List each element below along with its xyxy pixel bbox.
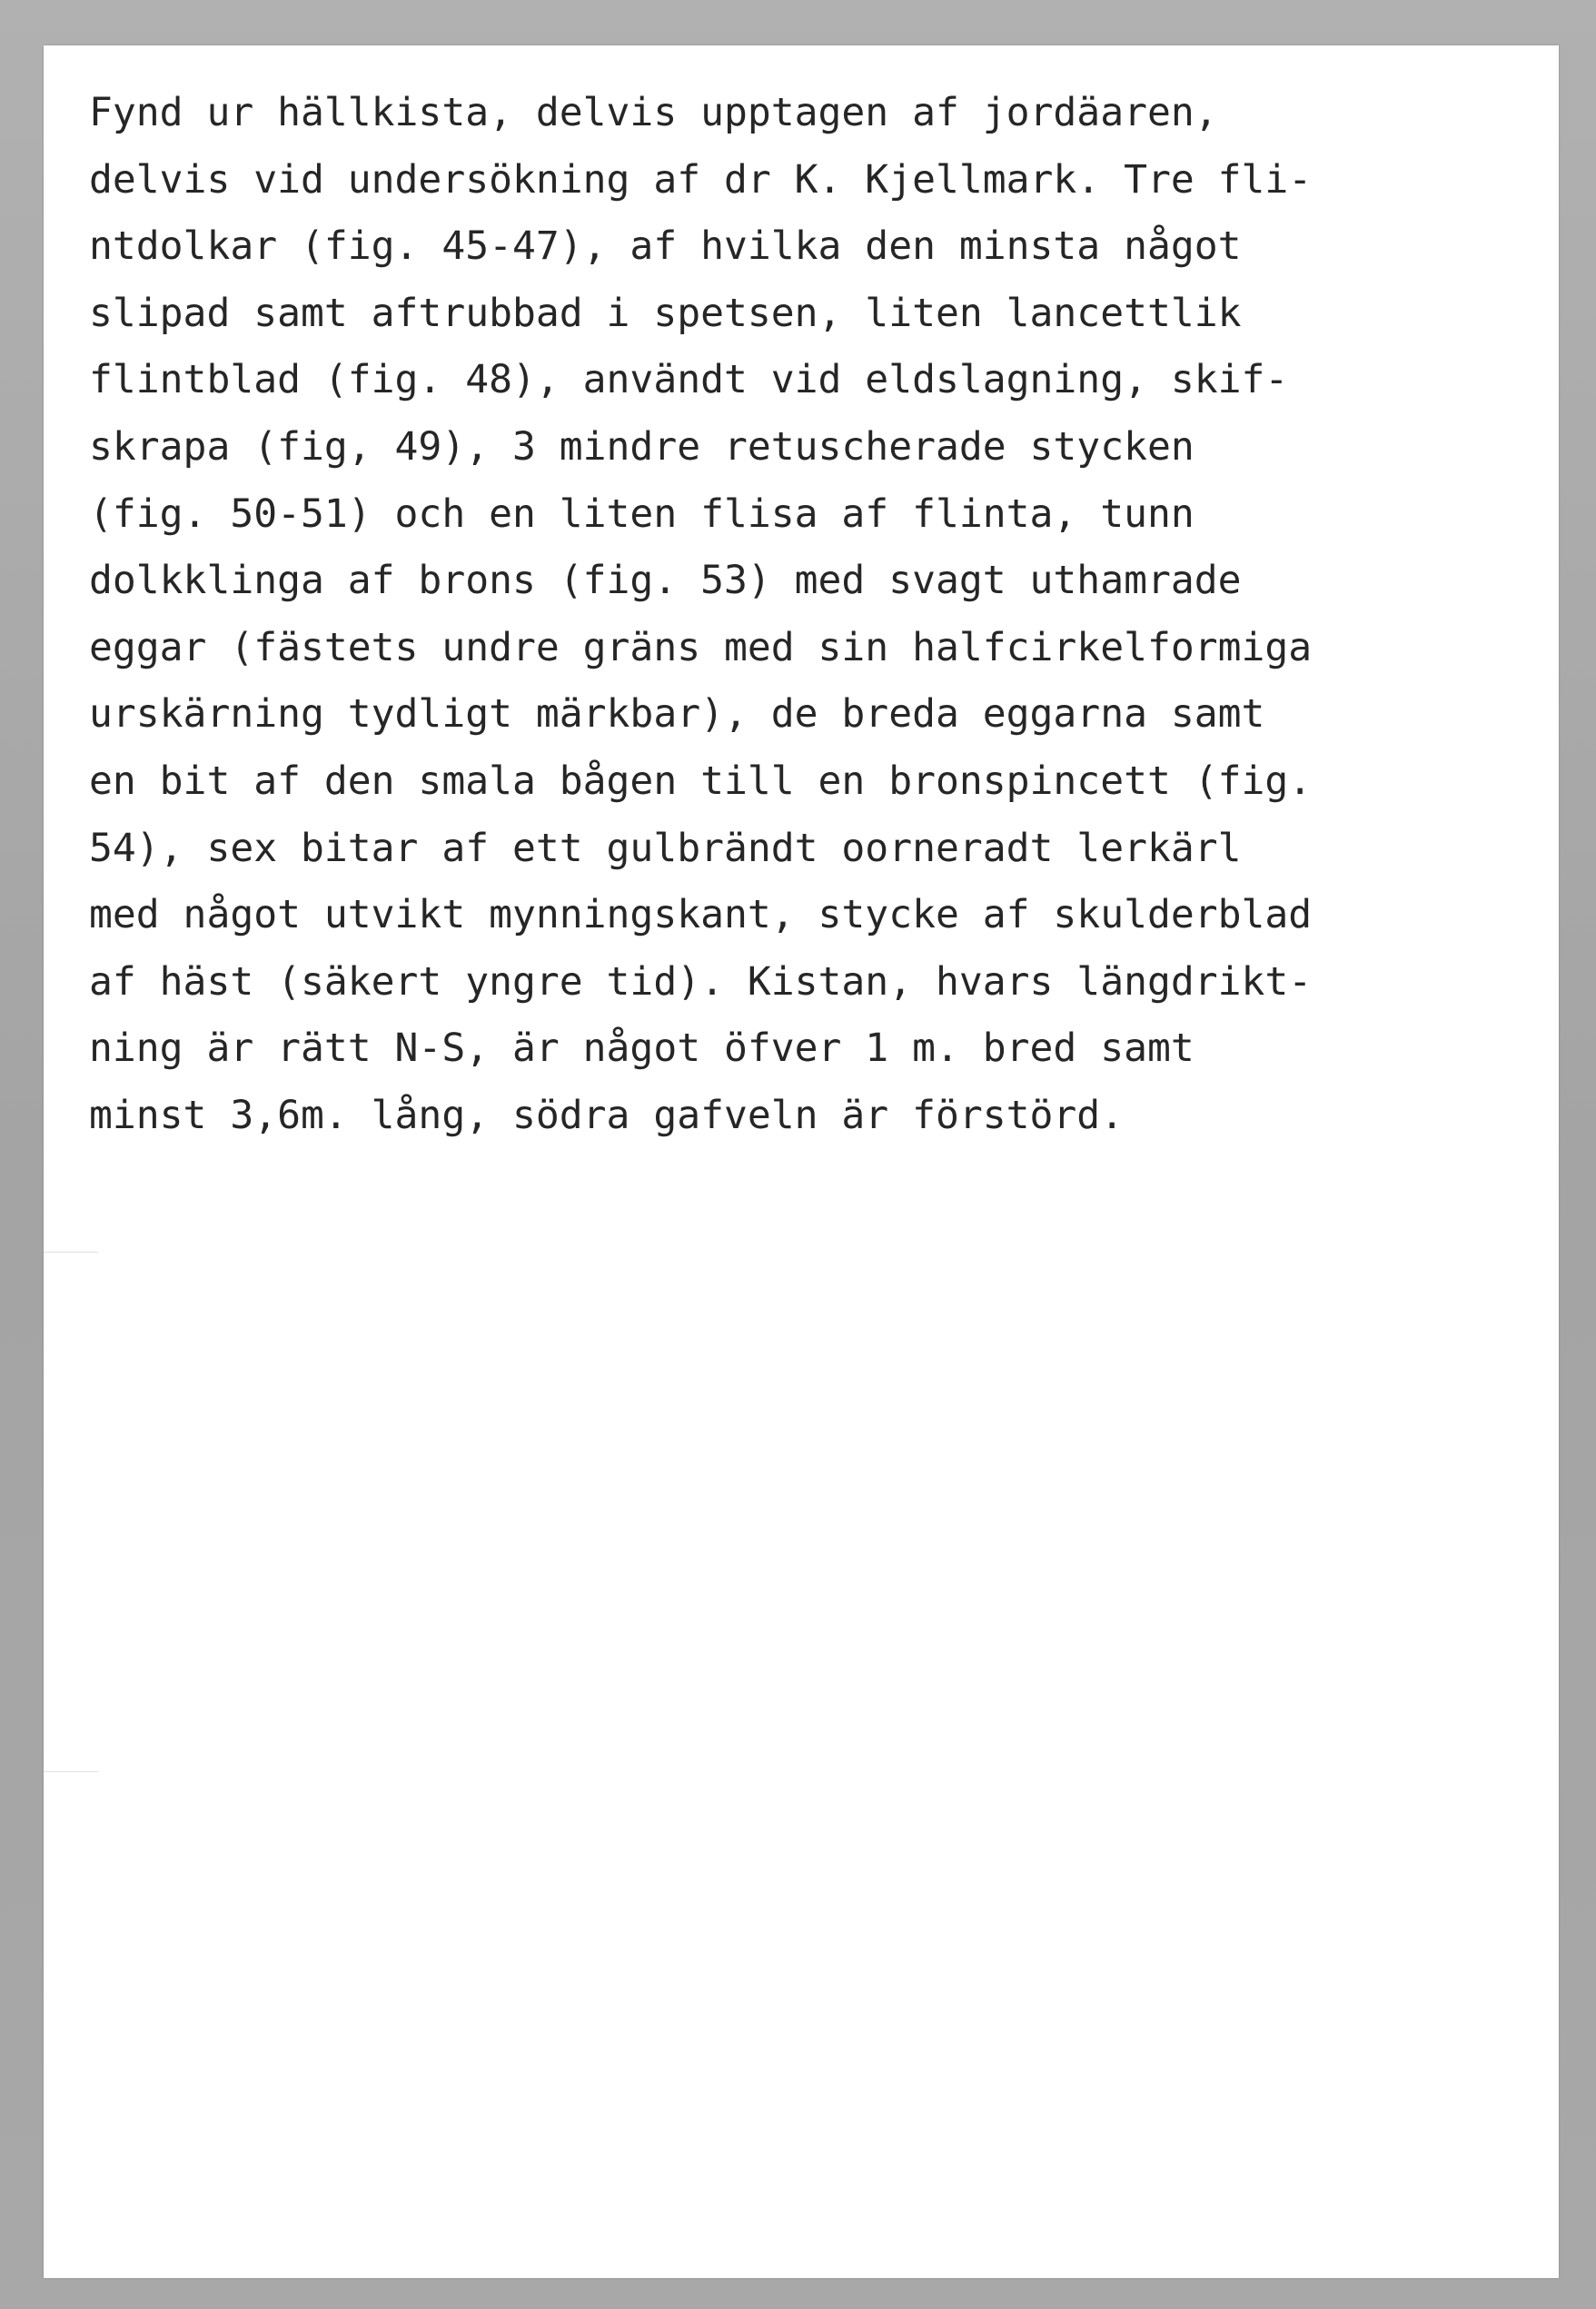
text-line: ning är rätt N-S, är något öfver 1 m. bred samt xyxy=(89,1026,1195,1072)
text-line: Fynd ur hällkista, delvis upptagen af jordäaren, xyxy=(89,90,1218,135)
typed-text xyxy=(89,80,1579,1150)
text-line: urskärning tydligt märkbar), de breda eggarna samt xyxy=(89,691,1265,738)
text-line: minst 3,6m. lång, södra gafveln är förstörd. xyxy=(89,1092,1125,1138)
text-line: med något utvikt mynningskant, stycke af skulderblad xyxy=(89,892,1313,938)
scan-mark xyxy=(44,1252,98,1253)
text-line: af häst (säkert yngre tid). Kistan, hvars längdrikt- xyxy=(89,958,1313,1005)
text-line: 54), sex bitar af ett gulbrändt oorneradt lerkärl xyxy=(89,825,1242,871)
text-line: flintblad (fig. 48), användt vid eldslagning, skif- xyxy=(89,357,1289,403)
text-line: (fig. 50-51) och en liten flisa af flinta, tunn xyxy=(89,491,1195,537)
text-line: slipad samt aftrubbad i spetsen, liten lancettlik xyxy=(89,290,1242,336)
text-line: skrapa (fig, 49), 3 mindre retuscherade stycken xyxy=(89,423,1195,470)
index-card xyxy=(44,45,1559,2278)
text-line: delvis vid undersökning af dr K. Kjellmark. Tre fli- xyxy=(89,156,1313,203)
text-line: en bit af den smala bågen till en bronspincett (fig. xyxy=(89,758,1313,804)
scan-mark xyxy=(44,1771,98,1772)
text-line: eggar (fästets undre gräns med sin halfcirkelformiga xyxy=(89,624,1313,670)
text-line: dolkklinga af brons (fig. 53) med svagt uthamrade xyxy=(89,558,1242,604)
text-line: ntdolkar (fig. 45-47), af hvilka den minsta något xyxy=(89,223,1242,270)
